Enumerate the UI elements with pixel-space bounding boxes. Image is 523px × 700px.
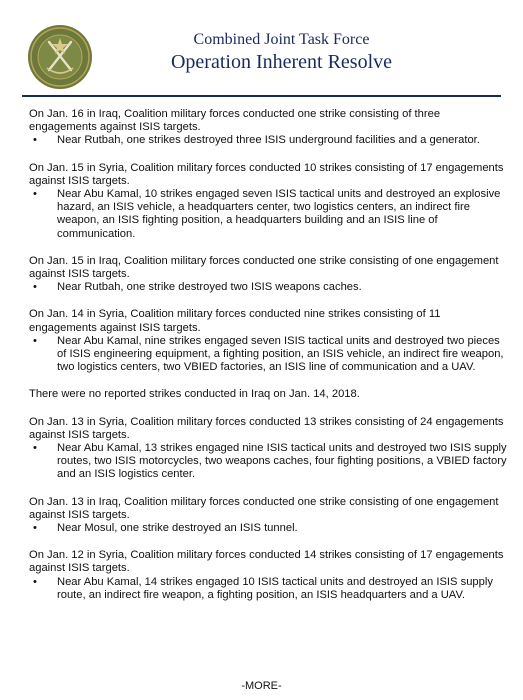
report-paragraph: [29, 108, 509, 148]
report-paragraph: [29, 416, 509, 482]
report-paragraph: [29, 549, 509, 602]
paragraph-lead: On Jan. 15 in Syria, Coalition military forces conducted 10 strikes consisting of 17 engagements against ISIS targets.: [29, 161, 504, 187]
bullet-item: [29, 442, 509, 482]
bullet-glyph: •: [33, 522, 37, 535]
report-paragraph: [29, 308, 509, 374]
report-paragraph: [29, 388, 509, 401]
org-name: Combined Joint Task Force: [193, 31, 370, 48]
bullet-glyph: •: [33, 575, 37, 588]
paragraph-lead: On Jan. 14 in Syria, Coalition military forces conducted nine strikes consisting of 11 engagements against ISIS targets.: [29, 308, 441, 334]
paragraph-lead: On Jan. 16 in Iraq, Coalition military forces conducted one strike consisting of three engagements against ISIS targets.: [29, 108, 441, 134]
bullet-glyph: •: [33, 134, 37, 147]
paragraph-lead: There were no reported strikes conducted in Iraq on Jan. 14, 2018.: [29, 388, 360, 401]
paragraph-lead: On Jan. 15 in Iraq, Coalition military forces conducted one strike consisting of one engagement against ISIS targets.: [29, 254, 499, 281]
more-marker: -MORE-: [241, 680, 282, 692]
bullet-text: Near Abu Kamal, nine strikes engaged seven ISIS tactical units and destroyed two pieces of ISIS engineering equipment, a fighting position, an ISIS vehicle, an indirect fire weapon, two logistics centers, two VBIED factories, an ISIS line of communication and a UAV.: [57, 334, 504, 374]
operation-name: Operation Inherent Resolve: [170, 51, 393, 73]
report-paragraph: [29, 162, 509, 241]
bullet-glyph: •: [33, 188, 37, 201]
bullet-text: Near Rutbah, one strikes destroyed three ISIS underground facilities and a generator.: [57, 134, 480, 147]
bullet-text: Near Abu Kamal, 14 strikes engaged 10 ISIS tactical units and destroyed an ISIS supply route, an indirect fire weapon, a fighting position, an ISIS headquarters and a UAV.: [57, 575, 493, 601]
paragraph-lead: On Jan. 13 in Syria, Coalition military forces conducted 13 strikes consisting of 24 engagements against ISIS targets.: [29, 415, 504, 441]
strike-report-body: [29, 108, 509, 616]
bullet-glyph: •: [33, 442, 37, 455]
bullet-text: Near Abu Kamal, 13 strikes engaged nine ISIS tactical units and destroyed two ISIS supply routes, two ISIS motorcycles, two weapons caches, four fighting positions, a VBIED factory and an ISIS logistics center.: [57, 442, 507, 481]
paragraph-lead: On Jan. 13 in Iraq, Coalition military forces conducted one strike consisting of one engagement against ISIS targets.: [29, 495, 499, 521]
report-paragraph: [29, 255, 509, 295]
bullet-glyph: •: [33, 281, 37, 294]
header-divider: [22, 95, 501, 97]
letterhead: [0, 0, 523, 100]
paragraph-lead: On Jan. 12 in Syria, Coalition military forces conducted 14 strikes consisting of 17 engagements against ISIS targets.: [29, 549, 504, 575]
bullet-text: Near Rutbah, one strike destroyed two ISIS weapons caches.: [57, 281, 362, 294]
report-paragraph: [29, 496, 509, 536]
bullet-item: [29, 576, 509, 602]
bullet-text: Near Mosul, one strike destroyed an ISIS tunnel.: [57, 522, 298, 535]
bullet-item: [29, 335, 509, 375]
bullet-item: [29, 134, 509, 147]
bullet-item: [29, 281, 509, 294]
bullet-glyph: •: [33, 334, 37, 347]
bullet-item: [29, 188, 509, 241]
bullet-text: Near Abu Kamal, 10 strikes engaged seven ISIS tactical units and destroyed an explosive hazard, an ISIS vehicle, a headquarters center, two logistics centers, an indirect fire weapon, an ISIS fighting position, a headquarters building and an ISIS line of communication.: [57, 188, 501, 240]
bullet-item: [29, 522, 509, 535]
